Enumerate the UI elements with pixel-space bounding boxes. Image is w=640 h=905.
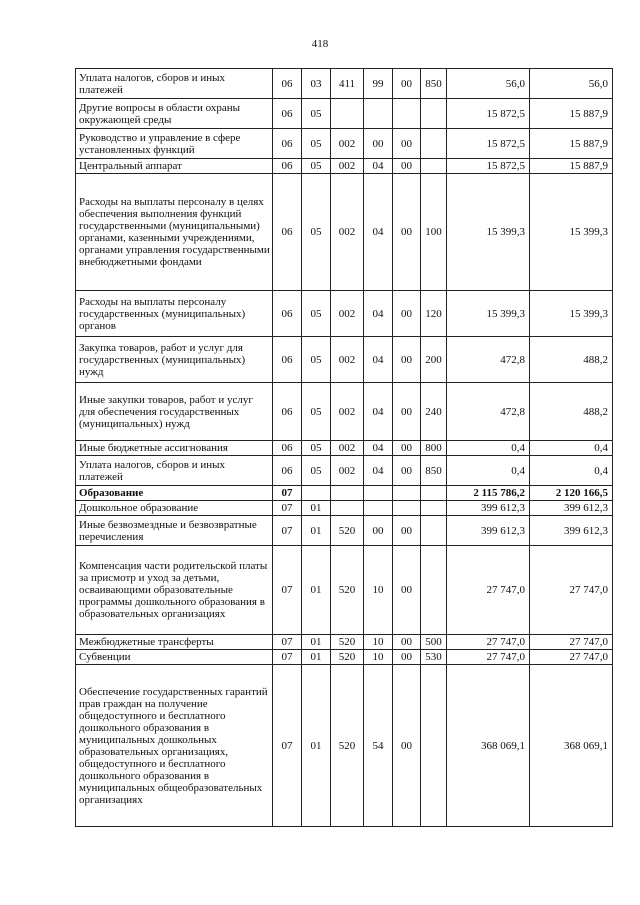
table-row: [76, 383, 613, 441]
cell-section-code: 06: [273, 129, 302, 159]
cell-expense-type-code: 240: [421, 383, 447, 441]
cell-program-code: 411: [331, 69, 364, 99]
cell-amount-year-2: 15 399,3: [530, 291, 613, 337]
cell-direction-code: 00: [393, 650, 421, 665]
cell-section-code: 06: [273, 337, 302, 383]
cell-subprogram-code: 10: [364, 650, 393, 665]
cell-name: Иные закупки товаров, работ и услуг для обеспечения государственных (муниципальных) нужд: [76, 383, 273, 441]
cell-expense-type-code: 100: [421, 174, 447, 291]
cell-amount-year-2: 15 887,9: [530, 129, 613, 159]
cell-subprogram-code: 04: [364, 291, 393, 337]
cell-expense-type-code: [421, 516, 447, 546]
cell-subprogram-code: 04: [364, 174, 393, 291]
cell-direction-code: 00: [393, 635, 421, 650]
cell-subsection-code: 05: [302, 159, 331, 174]
cell-expense-type-code: [421, 129, 447, 159]
cell-name: Руководство и управление в сфере установленных функций: [76, 129, 273, 159]
cell-expense-type-code: [421, 159, 447, 174]
budget-table: [75, 68, 613, 827]
cell-program-code: 002: [331, 456, 364, 486]
cell-program-code: 002: [331, 129, 364, 159]
cell-program-code: 520: [331, 516, 364, 546]
cell-section-code: 07: [273, 635, 302, 650]
cell-amount-year-1: 15 399,3: [447, 174, 530, 291]
cell-amount-year-1: 15 872,5: [447, 129, 530, 159]
table-row: [76, 516, 613, 546]
cell-name: Иные безвозмездные и безвозвратные перечисления: [76, 516, 273, 546]
cell-expense-type-code: 500: [421, 635, 447, 650]
cell-direction-code: 00: [393, 129, 421, 159]
cell-program-code: 002: [331, 383, 364, 441]
cell-direction-code: [393, 501, 421, 516]
table-row: [76, 159, 613, 174]
cell-subprogram-code: 10: [364, 635, 393, 650]
cell-amount-year-1: 27 747,0: [447, 635, 530, 650]
table-row: [76, 129, 613, 159]
cell-amount-year-2: 15 399,3: [530, 174, 613, 291]
table-row: [76, 635, 613, 650]
table-row: [76, 665, 613, 827]
cell-subsection-code: 05: [302, 441, 331, 456]
cell-subprogram-code: 04: [364, 337, 393, 383]
cell-section-code: 06: [273, 159, 302, 174]
cell-program-code: 520: [331, 546, 364, 635]
cell-direction-code: 00: [393, 383, 421, 441]
cell-section-code: 06: [273, 99, 302, 129]
cell-amount-year-2: 27 747,0: [530, 635, 613, 650]
cell-program-code: 002: [331, 174, 364, 291]
cell-section-code: 07: [273, 516, 302, 546]
cell-section-code: 06: [273, 69, 302, 99]
cell-name: Закупка товаров, работ и услуг для государственных (муниципальных) нужд: [76, 337, 273, 383]
cell-amount-year-1: 472,8: [447, 383, 530, 441]
cell-subprogram-code: 04: [364, 383, 393, 441]
cell-section-code: 07: [273, 650, 302, 665]
cell-amount-year-1: 15 872,5: [447, 159, 530, 174]
cell-amount-year-1: 399 612,3: [447, 516, 530, 546]
cell-subsection-code: 01: [302, 516, 331, 546]
cell-name: Обеспечение государственных гарантий прав граждан на получение общедоступного и бесплатного дошкольного образования в муниципальных дошкольных образовательных организациях, общедоступного и бесплатного дошкольного образования в муниципальных общеобразовательных организациях: [76, 665, 273, 827]
cell-subprogram-code: 04: [364, 456, 393, 486]
cell-direction-code: 00: [393, 291, 421, 337]
cell-name: Расходы на выплаты персоналу государственных (муниципальных) органов: [76, 291, 273, 337]
cell-amount-year-1: 27 747,0: [447, 546, 530, 635]
cell-amount-year-2: 27 747,0: [530, 650, 613, 665]
cell-amount-year-2: 15 887,9: [530, 159, 613, 174]
cell-subprogram-code: 04: [364, 159, 393, 174]
cell-amount-year-1: 0,4: [447, 441, 530, 456]
cell-section-code: 07: [273, 665, 302, 827]
cell-expense-type-code: [421, 99, 447, 129]
cell-expense-type-code: [421, 486, 447, 501]
cell-program-code: 520: [331, 650, 364, 665]
cell-section-code: 06: [273, 456, 302, 486]
table-row: [76, 337, 613, 383]
cell-expense-type-code: [421, 501, 447, 516]
cell-amount-year-1: 15 399,3: [447, 291, 530, 337]
cell-amount-year-2: 0,4: [530, 441, 613, 456]
cell-direction-code: 00: [393, 69, 421, 99]
cell-amount-year-2: 2 120 166,5: [530, 486, 613, 501]
cell-amount-year-1: 368 069,1: [447, 665, 530, 827]
cell-section-code: 06: [273, 174, 302, 291]
cell-name: Субвенции: [76, 650, 273, 665]
cell-amount-year-2: 15 887,9: [530, 99, 613, 129]
cell-section-code: 07: [273, 501, 302, 516]
page-number: 418: [311, 38, 329, 50]
cell-amount-year-1: 2 115 786,2: [447, 486, 530, 501]
cell-name: Межбюджетные трансферты: [76, 635, 273, 650]
table-row: [76, 456, 613, 486]
cell-direction-code: 00: [393, 456, 421, 486]
cell-section-code: 06: [273, 291, 302, 337]
cell-expense-type-code: 200: [421, 337, 447, 383]
cell-name: Дошкольное образование: [76, 501, 273, 516]
cell-subsection-code: 01: [302, 546, 331, 635]
cell-expense-type-code: 850: [421, 456, 447, 486]
cell-subsection-code: 01: [302, 665, 331, 827]
cell-program-code: 520: [331, 665, 364, 827]
cell-direction-code: 00: [393, 174, 421, 291]
cell-amount-year-1: 27 747,0: [447, 650, 530, 665]
cell-amount-year-2: 488,2: [530, 383, 613, 441]
cell-subprogram-code: 54: [364, 665, 393, 827]
cell-subsection-code: 05: [302, 291, 331, 337]
cell-program-code: 002: [331, 291, 364, 337]
cell-direction-code: [393, 99, 421, 129]
cell-subsection-code: 05: [302, 99, 331, 129]
table-row: [76, 291, 613, 337]
cell-amount-year-1: 0,4: [447, 456, 530, 486]
cell-amount-year-1: 399 612,3: [447, 501, 530, 516]
cell-expense-type-code: [421, 546, 447, 635]
cell-program-code: [331, 99, 364, 129]
cell-amount-year-2: 56,0: [530, 69, 613, 99]
cell-program-code: 002: [331, 441, 364, 456]
cell-subsection-code: 01: [302, 635, 331, 650]
cell-name: Иные бюджетные ассигнования: [76, 441, 273, 456]
cell-section-code: 07: [273, 486, 302, 501]
table-row: [76, 546, 613, 635]
cell-subprogram-code: [364, 486, 393, 501]
cell-amount-year-2: 27 747,0: [530, 546, 613, 635]
cell-name: Расходы на выплаты персоналу в целях обеспечения выполнения функций государственными (муниципальными) органами, казенными учреждениями, органами управления государственными внебюджетными фондами: [76, 174, 273, 291]
cell-amount-year-2: 368 069,1: [530, 665, 613, 827]
cell-name: Центральный аппарат: [76, 159, 273, 174]
cell-subsection-code: 05: [302, 337, 331, 383]
cell-amount-year-1: 15 872,5: [447, 99, 530, 129]
cell-program-code: 002: [331, 159, 364, 174]
cell-subsection-code: [302, 486, 331, 501]
table-row: [76, 69, 613, 99]
cell-direction-code: [393, 486, 421, 501]
table-row: [76, 486, 613, 501]
cell-name: Компенсация части родительской платы за присмотр и уход за детьми, осваивающими образовательные программы дошкольного образования в образовательных организациях: [76, 546, 273, 635]
cell-section-code: 06: [273, 441, 302, 456]
cell-name: Другие вопросы в области охраны окружающей среды: [76, 99, 273, 129]
cell-expense-type-code: [421, 665, 447, 827]
cell-amount-year-1: 472,8: [447, 337, 530, 383]
cell-program-code: [331, 501, 364, 516]
cell-subprogram-code: [364, 501, 393, 516]
cell-amount-year-1: 56,0: [447, 69, 530, 99]
cell-expense-type-code: 800: [421, 441, 447, 456]
cell-amount-year-2: 0,4: [530, 456, 613, 486]
cell-name: Образование: [76, 486, 273, 501]
cell-program-code: 002: [331, 337, 364, 383]
cell-amount-year-2: 488,2: [530, 337, 613, 383]
cell-direction-code: 00: [393, 159, 421, 174]
cell-subprogram-code: 04: [364, 441, 393, 456]
cell-subsection-code: 05: [302, 383, 331, 441]
cell-subsection-code: 05: [302, 456, 331, 486]
table-row: [76, 174, 613, 291]
cell-name: Уплата налогов, сборов и иных платежей: [76, 456, 273, 486]
cell-subsection-code: 01: [302, 650, 331, 665]
cell-direction-code: 00: [393, 516, 421, 546]
cell-subsection-code: 03: [302, 69, 331, 99]
cell-direction-code: 00: [393, 546, 421, 635]
cell-subprogram-code: [364, 99, 393, 129]
cell-amount-year-2: 399 612,3: [530, 501, 613, 516]
cell-direction-code: 00: [393, 441, 421, 456]
cell-subprogram-code: 00: [364, 129, 393, 159]
cell-direction-code: 00: [393, 337, 421, 383]
cell-subprogram-code: 00: [364, 516, 393, 546]
cell-program-code: [331, 486, 364, 501]
cell-expense-type-code: 530: [421, 650, 447, 665]
table-row: [76, 441, 613, 456]
cell-expense-type-code: 120: [421, 291, 447, 337]
cell-name: Уплата налогов, сборов и иных платежей: [76, 69, 273, 99]
cell-amount-year-2: 399 612,3: [530, 516, 613, 546]
cell-subprogram-code: 99: [364, 69, 393, 99]
cell-subsection-code: 01: [302, 501, 331, 516]
cell-section-code: 06: [273, 383, 302, 441]
cell-subsection-code: 05: [302, 129, 331, 159]
cell-subsection-code: 05: [302, 174, 331, 291]
cell-section-code: 07: [273, 546, 302, 635]
cell-expense-type-code: 850: [421, 69, 447, 99]
cell-program-code: 520: [331, 635, 364, 650]
table-row: [76, 501, 613, 516]
cell-direction-code: 00: [393, 665, 421, 827]
cell-subprogram-code: 10: [364, 546, 393, 635]
table-row: [76, 99, 613, 129]
table-row: [76, 650, 613, 665]
